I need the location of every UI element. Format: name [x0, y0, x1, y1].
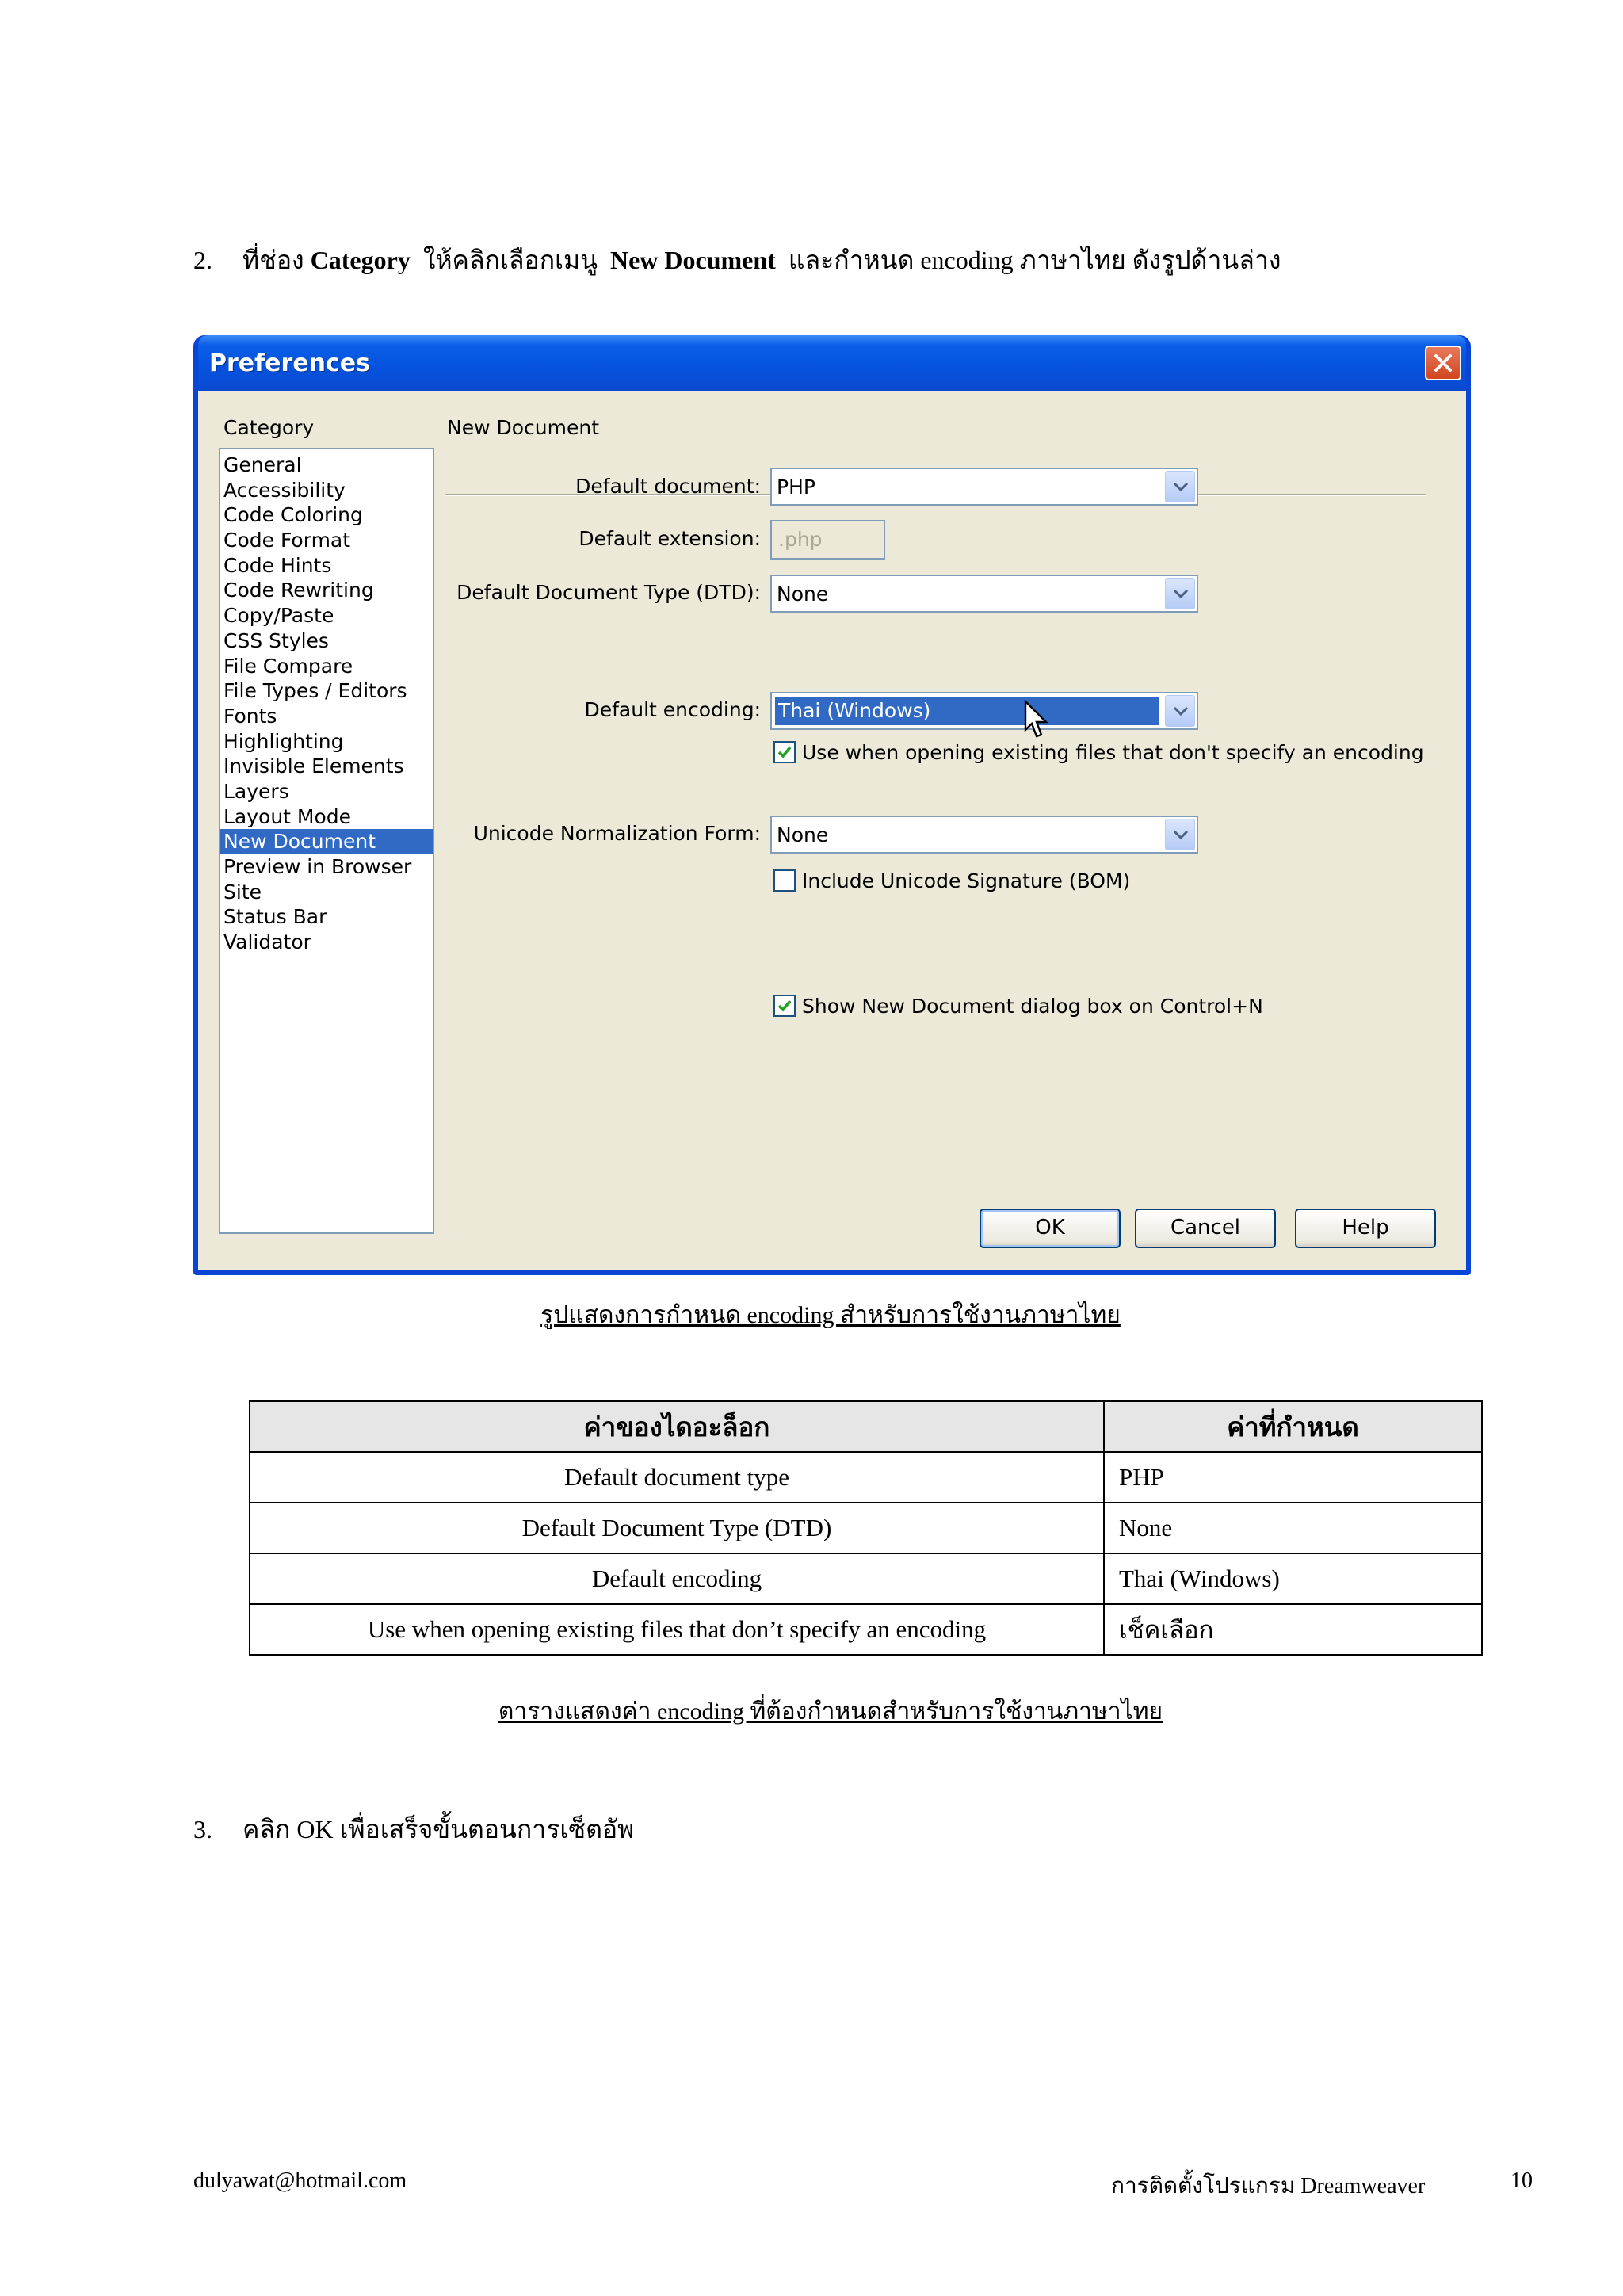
step-text-category: Category [310, 246, 411, 274]
dropdown-button[interactable] [1165, 471, 1195, 502]
dropdown-button[interactable] [1165, 819, 1195, 850]
default-document-select[interactable] [770, 468, 1198, 506]
chevron-down-icon [1173, 829, 1189, 840]
chevron-down-icon [1173, 588, 1189, 599]
category-item[interactable]: CSS Styles [223, 628, 329, 652]
category-item[interactable]: Code Rewriting [223, 579, 374, 602]
table-cell: Thai (Windows) [1104, 1553, 1482, 1604]
encoding-value: Thai (Windows) [775, 697, 1159, 725]
dropdown-button[interactable] [1165, 578, 1195, 609]
category-item[interactable]: Site [223, 880, 262, 904]
help-button[interactable]: Help [1295, 1209, 1436, 1248]
default-document-label: Default document: [575, 475, 761, 498]
footer-page-number: 10 [1510, 2168, 1533, 2193]
default-document-value: PHP [777, 476, 815, 499]
options-table [249, 1400, 1483, 1656]
bom-checkbox[interactable] [773, 869, 796, 892]
category-item[interactable]: File Types / Editors [223, 679, 407, 703]
section-title: New Document [447, 416, 599, 439]
category-label: Category [223, 416, 315, 439]
step-3-body: คลิก OK เพื่อเสร็จขั้นตอนการเซ็ตอัพ [242, 1815, 635, 1843]
step-number: 2. [193, 246, 212, 274]
table-cell: None [1104, 1503, 1482, 1553]
use-when-opening-label: Use when opening existing files that don't specify an encoding [802, 741, 1424, 764]
mouse-cursor-icon [1024, 700, 1051, 741]
category-item[interactable]: New Document [220, 829, 433, 854]
close-button[interactable] [1425, 346, 1461, 380]
category-item[interactable]: Code Hints [223, 553, 332, 577]
table-cell: Use when opening existing files that don’t specify an encoding [250, 1604, 1104, 1655]
step-2-text [193, 244, 1281, 276]
category-item[interactable]: General [223, 453, 302, 476]
dtd-value: None [777, 583, 829, 606]
table-row [250, 1452, 1482, 1503]
step-text-mid: ให้คลิกเลือกเมนู [422, 246, 598, 274]
step-text-newdoc: New Document [609, 246, 776, 274]
table-caption: ตารางแสดงค่า encoding ที่ต้องกำหนดสำหรับการใช้งานภาษาไทย [498, 1698, 1163, 1725]
table-cell: เช็คเลือก [1104, 1604, 1482, 1655]
table-header: ค่าของไดอะล็อก [250, 1401, 1104, 1452]
footer-title: การติดตั้งโปรแกรม Dreamweaver [1111, 2174, 1426, 2199]
step-text-post: และกำหนด encoding ภาษาไทย ดังรูปด้านล่าง [788, 246, 1281, 274]
close-icon [1432, 352, 1454, 374]
step-number: 3. [193, 1815, 212, 1843]
encoding-select[interactable] [770, 692, 1198, 730]
ok-button[interactable]: OK [980, 1209, 1121, 1248]
category-item[interactable]: Copy/Paste [223, 604, 334, 628]
table-cell: Default document type [250, 1452, 1104, 1503]
category-item[interactable]: File Compare [223, 654, 353, 678]
table-cell: PHP [1104, 1452, 1482, 1503]
table-cell: Default encoding [250, 1553, 1104, 1604]
figure-caption: รูปแสดงการกำหนด encoding สำหรับการใช้งานภาษาไทย [540, 1302, 1121, 1328]
category-item[interactable]: Code Format [223, 529, 351, 552]
table-cell: Default Document Type (DTD) [250, 1503, 1104, 1553]
show-dialog-checkbox[interactable] [773, 995, 796, 1017]
category-item[interactable]: Preview in Browser [223, 855, 412, 878]
show-dialog-label: Show New Document dialog box on Control+N [802, 995, 1263, 1018]
table-row [250, 1604, 1482, 1655]
encoding-label: Default encoding: [584, 698, 761, 721]
category-item[interactable]: Validator [223, 930, 311, 954]
unicode-form-select[interactable] [770, 816, 1198, 854]
chevron-down-icon [1173, 705, 1189, 716]
category-item[interactable]: Layers [223, 779, 289, 803]
dtd-label: Default Document Type (DTD): [456, 581, 761, 604]
category-item[interactable]: Fonts [223, 704, 277, 728]
category-item[interactable]: Code Coloring [223, 503, 363, 527]
footer-email: dulyawat@hotmail.com [193, 2168, 407, 2193]
checkmark-icon [777, 999, 792, 1013]
step-text-pre: ที่ช่อง [242, 246, 304, 274]
chevron-down-icon [1173, 481, 1189, 492]
table-header-row [250, 1401, 1482, 1452]
category-item[interactable]: Status Bar [223, 905, 327, 929]
table-header: ค่าที่กำหนด [1104, 1401, 1482, 1452]
preferences-dialog [193, 335, 1471, 1275]
unicode-form-label: Unicode Normalization Form: [473, 822, 761, 845]
category-list[interactable] [219, 448, 434, 1234]
dialog-title: Preferences [209, 350, 371, 377]
unicode-form-value: None [777, 823, 829, 846]
default-extension-value: .php [778, 528, 823, 551]
category-item[interactable]: Highlighting [223, 729, 344, 753]
category-item[interactable]: Invisible Elements [223, 755, 404, 778]
bom-label: Include Unicode Signature (BOM) [802, 869, 1131, 892]
category-item[interactable]: Layout Mode [223, 804, 352, 828]
dialog-client [198, 391, 1466, 1270]
cancel-button[interactable]: Cancel [1135, 1209, 1276, 1248]
dialog-titlebar [198, 335, 1466, 391]
dtd-select[interactable] [770, 575, 1198, 613]
use-when-opening-checkbox[interactable] [773, 741, 796, 763]
checkmark-icon [777, 745, 792, 759]
category-item[interactable]: Accessibility [223, 478, 346, 502]
table-row [250, 1553, 1482, 1604]
default-extension-label: Default extension: [579, 527, 761, 550]
default-extension-field[interactable] [770, 520, 885, 560]
dropdown-button[interactable] [1165, 695, 1195, 727]
step-3-text [193, 1813, 634, 1845]
table-row [250, 1503, 1482, 1553]
